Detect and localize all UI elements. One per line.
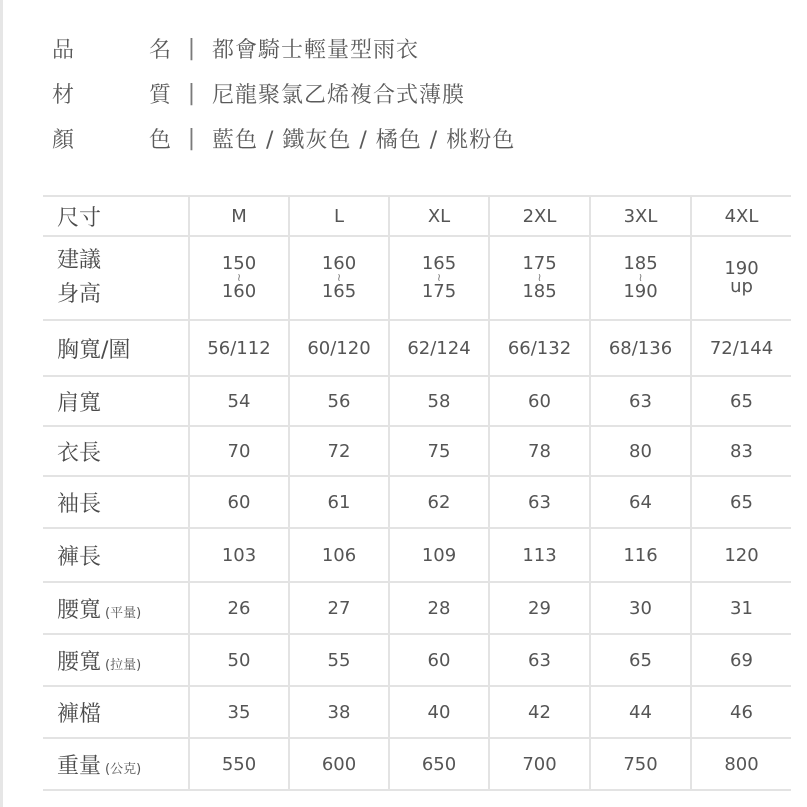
size-header-cell: XL xyxy=(389,196,489,236)
table-cell: 63 xyxy=(590,376,691,426)
row-label: 肩寬 xyxy=(43,376,189,426)
info-separator: | xyxy=(187,81,197,106)
table-cell: 116 xyxy=(590,528,691,582)
table-cell: 64 xyxy=(590,476,691,528)
row-label-note: (拉量) xyxy=(105,657,142,673)
table-cell: 113 xyxy=(489,528,590,582)
table-cell: 55 xyxy=(289,634,389,686)
row-label: 腰寬 (拉量) xyxy=(43,634,189,686)
table-cell: 46 xyxy=(691,686,791,738)
material-value: 尼龍聚氯乙烯複合式薄膜 xyxy=(212,83,466,108)
info-row-product-name xyxy=(52,26,792,71)
table-row xyxy=(43,528,791,582)
table-cell: 60 xyxy=(489,376,590,426)
table-cell: 60 xyxy=(389,634,489,686)
table-cell: 109 xyxy=(389,528,489,582)
table-cell: 35 xyxy=(189,686,289,738)
size-header-cell: L xyxy=(289,196,389,236)
table-row xyxy=(43,582,791,634)
table-cell: 56 xyxy=(289,376,389,426)
info-separator: | xyxy=(187,36,197,61)
table-cell: 60 xyxy=(189,476,289,528)
range-tilde-icon: ≀ xyxy=(436,271,442,284)
table-cell: 78 xyxy=(489,426,590,476)
row-label-note: (平量) xyxy=(105,605,142,621)
table-cell: 58 xyxy=(389,376,489,426)
table-cell: 75 xyxy=(389,426,489,476)
table-row xyxy=(43,476,791,528)
size-header-row xyxy=(43,196,791,236)
table-cell: 28 xyxy=(389,582,489,634)
size-header-label: 尺寸 xyxy=(43,196,189,236)
table-cell: 27 xyxy=(289,582,389,634)
table-cell: 72 xyxy=(289,426,389,476)
table-cell: 750 xyxy=(590,738,691,790)
size-header-cell: 4XL xyxy=(691,196,791,236)
size-header-cell: M xyxy=(189,196,289,236)
height-cell: 160 ≀ 165 xyxy=(289,236,389,320)
range-tilde-icon: ≀ xyxy=(236,271,242,284)
height-cell: 165 ≀ 175 xyxy=(389,236,489,320)
table-cell: 42 xyxy=(489,686,590,738)
table-cell: 60/120 xyxy=(289,320,389,376)
size-header-cell: 2XL xyxy=(489,196,590,236)
table-cell: 70 xyxy=(189,426,289,476)
table-row xyxy=(43,320,791,376)
product-info xyxy=(52,26,792,161)
table-cell: 44 xyxy=(590,686,691,738)
row-label: 衣長 xyxy=(43,426,189,476)
height-row-label: 建議 身高 xyxy=(43,236,189,320)
table-cell: 103 xyxy=(189,528,289,582)
info-label: 品 名 xyxy=(52,38,172,63)
size-header-cell: 3XL xyxy=(590,196,691,236)
color-value: 藍色 / 鐵灰色 / 橘色 / 桃粉色 xyxy=(212,128,516,153)
table-cell: 700 xyxy=(489,738,590,790)
height-cell: 190 up xyxy=(691,236,791,320)
table-cell: 80 xyxy=(590,426,691,476)
row-label: 重量 (公克) xyxy=(43,738,189,790)
table-cell: 106 xyxy=(289,528,389,582)
table-cell: 600 xyxy=(289,738,389,790)
row-label: 腰寬 (平量) xyxy=(43,582,189,634)
row-label: 胸寬/圍 xyxy=(43,320,189,376)
table-cell: 62 xyxy=(389,476,489,528)
table-cell: 800 xyxy=(691,738,791,790)
size-chart-table xyxy=(43,195,791,791)
table-cell: 65 xyxy=(590,634,691,686)
height-cell: 175 ≀ 185 xyxy=(489,236,590,320)
row-label: 褲長 xyxy=(43,528,189,582)
table-cell: 72/144 xyxy=(691,320,791,376)
table-cell: 62/124 xyxy=(389,320,489,376)
table-cell: 30 xyxy=(590,582,691,634)
info-separator: | xyxy=(187,126,197,151)
table-cell: 65 xyxy=(691,376,791,426)
range-tilde-icon: ≀ xyxy=(537,271,542,284)
table-cell: 29 xyxy=(489,582,590,634)
table-row xyxy=(43,738,791,790)
table-cell: 65 xyxy=(691,476,791,528)
table-row xyxy=(43,376,791,426)
table-cell: 83 xyxy=(691,426,791,476)
range-tilde-icon: ≀ xyxy=(336,271,342,284)
product-name-value: 都會騎士輕量型雨衣 xyxy=(212,38,420,63)
height-row xyxy=(43,236,791,320)
table-cell: 26 xyxy=(189,582,289,634)
left-border-line xyxy=(0,0,3,807)
table-cell: 650 xyxy=(389,738,489,790)
info-label: 材 質 xyxy=(52,83,172,108)
table-row xyxy=(43,426,791,476)
height-cell: 185 ≀ 190 xyxy=(590,236,691,320)
table-cell: 63 xyxy=(489,634,590,686)
table-row xyxy=(43,634,791,686)
table-cell: 69 xyxy=(691,634,791,686)
table-row xyxy=(43,686,791,738)
table-cell: 40 xyxy=(389,686,489,738)
table-cell: 68/136 xyxy=(590,320,691,376)
info-row-material xyxy=(52,71,792,116)
range-tilde-icon: ≀ xyxy=(638,271,643,284)
table-cell: 56/112 xyxy=(189,320,289,376)
table-cell: 61 xyxy=(289,476,389,528)
info-label: 顏 色 xyxy=(52,128,172,153)
row-label: 袖長 xyxy=(43,476,189,528)
info-row-color xyxy=(52,116,792,161)
table-cell: 550 xyxy=(189,738,289,790)
table-cell: 50 xyxy=(189,634,289,686)
table-cell: 63 xyxy=(489,476,590,528)
table-cell: 38 xyxy=(289,686,389,738)
row-label-note: (公克) xyxy=(105,761,142,777)
table-cell: 54 xyxy=(189,376,289,426)
table-cell: 120 xyxy=(691,528,791,582)
table-cell: 31 xyxy=(691,582,791,634)
table-cell: 66/132 xyxy=(489,320,590,376)
height-cell: 150 ≀ 160 xyxy=(189,236,289,320)
row-label: 褲檔 xyxy=(43,686,189,738)
